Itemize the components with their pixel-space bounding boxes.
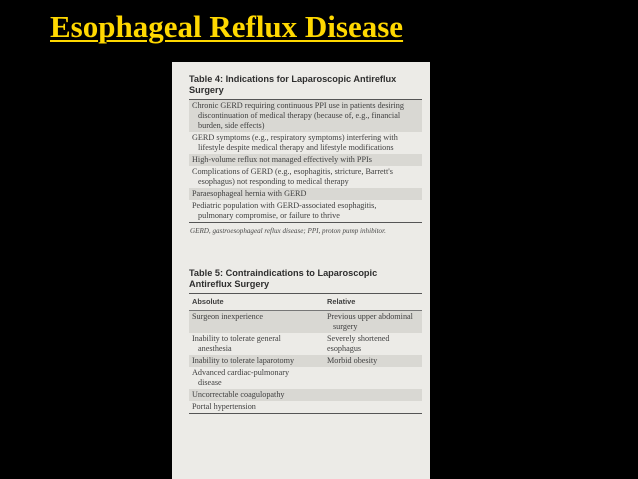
table5-absolute-text: Advanced cardiac-pulmonary <box>192 368 290 377</box>
table5-relative-text: Previous upper abdominal <box>327 312 413 321</box>
table4 <box>189 74 422 236</box>
table5-header-absolute: Absolute <box>192 297 224 306</box>
table5-absolute-text: Uncorrectable coagulopathy <box>192 390 285 399</box>
table4-row <box>189 132 422 154</box>
table4-row-text: Complications of GERD (e.g., esophagitis, stricture, Barrett's <box>192 167 393 176</box>
table5-row <box>189 311 422 333</box>
table5-absolute-text: Portal hypertension <box>192 402 256 411</box>
scanned-page <box>172 62 430 479</box>
table5-absolute-text: Surgeon inexperience <box>192 312 264 321</box>
table4-title-line2: Surgery <box>189 85 224 95</box>
table4-title <box>189 74 422 96</box>
table4-row <box>189 200 422 222</box>
table5-row <box>189 367 422 389</box>
table5-relative-text: Morbid obesity <box>327 356 378 365</box>
table4-row-text: Paraesophageal hernia with GERD <box>192 189 307 198</box>
table5-title <box>189 268 422 290</box>
table5-title-line2: Antireflux Surgery <box>189 279 270 289</box>
table4-row-text: Chronic GERD requiring continuous PPI use in patients desiring <box>192 101 404 110</box>
table4-row-text: GERD symptoms (e.g., respiratory symptoms) interfering with <box>192 133 398 142</box>
table5-header-relative: Relative <box>327 297 356 306</box>
slide-title: Esophageal Reflux Disease <box>50 9 404 44</box>
table4-row-text: esophagus) not responding to medical therapy <box>198 177 349 186</box>
table4-row-text: High-volume reflux not managed effectively with PPIs <box>192 155 372 164</box>
table4-row <box>189 154 422 166</box>
table4-row-text: Pediatric population with GERD-associated esophagitis, <box>192 201 377 210</box>
table4-row-text: burden, side effects) <box>198 121 265 130</box>
table5-row <box>189 333 422 355</box>
table5-header <box>189 294 422 311</box>
table5-title-line1: Table 5: Contraindications to Laparoscopic <box>189 268 378 278</box>
table5-absolute-text: Inability to tolerate general <box>192 334 281 343</box>
table4-row <box>189 188 422 200</box>
table4-row-text: lifestyle despite medical therapy and lifestyle modifications <box>198 143 394 152</box>
table5-row <box>189 355 422 367</box>
table5-absolute-text: disease <box>198 378 222 387</box>
table5-row <box>189 389 422 401</box>
table4-footnote: GERD, gastroesophageal reflux disease; PPI, proton pump inhibitor. <box>190 227 386 235</box>
table5-relative-text: Severely shortened esophagus <box>327 334 390 353</box>
table4-row-text: pulmonary compromise, or failure to thrive <box>198 211 340 220</box>
table4-row <box>189 100 422 132</box>
table5-row <box>189 401 422 413</box>
table5-body <box>189 293 422 414</box>
table4-body <box>189 99 422 223</box>
table5-absolute-text: anesthesia <box>198 344 232 353</box>
table4-title-line1: Table 4: Indications for Laparoscopic Antireflux <box>189 74 397 84</box>
table5-relative-text: surgery <box>333 322 358 331</box>
table5 <box>189 268 422 414</box>
table5-absolute-text: Inability to tolerate laparotomy <box>192 356 295 365</box>
table4-row-text: discontinuation of medical therapy (because of, e.g., financial <box>198 111 401 120</box>
table4-row <box>189 166 422 188</box>
